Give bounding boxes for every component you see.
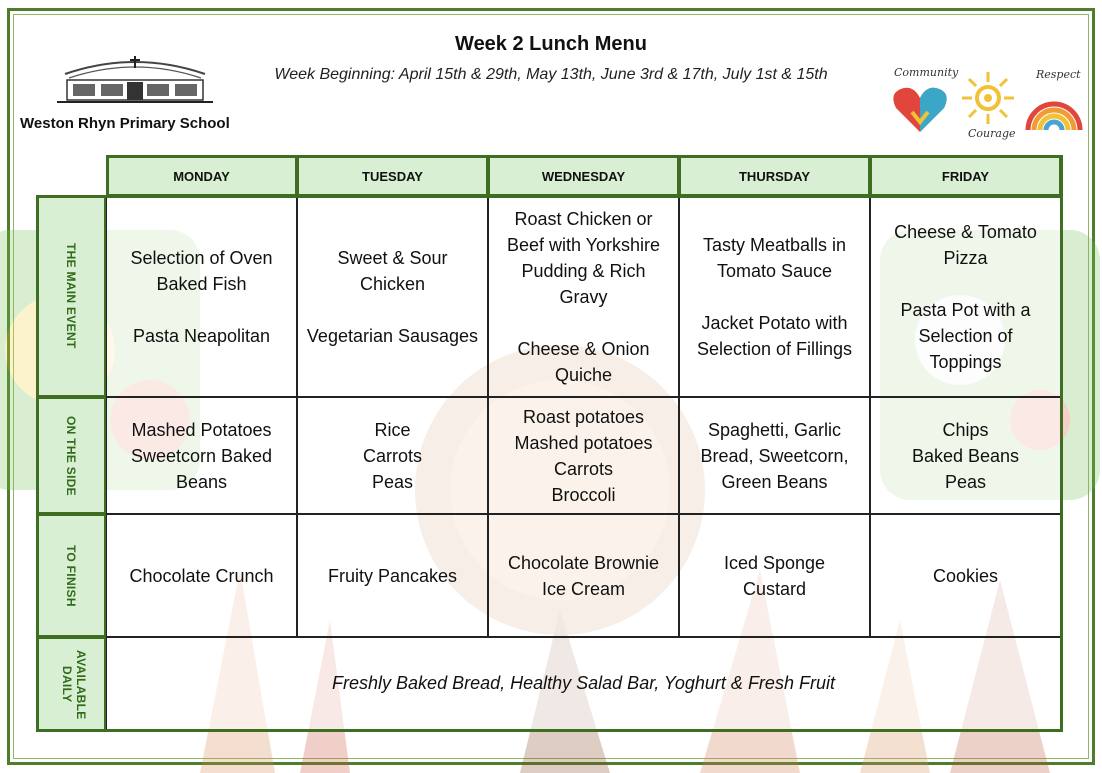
row-label-available-daily: AVAILABLE DAILY bbox=[36, 637, 106, 732]
finish-tuesday: Fruity Pancakes bbox=[297, 514, 488, 637]
main-friday: Cheese & Tomato Pizza Pasta Pot with a Selection of Toppings bbox=[870, 197, 1061, 397]
header-friday: FRIDAY bbox=[870, 155, 1061, 197]
side-friday: Chips Baked Beans Peas bbox=[870, 397, 1061, 514]
menu-title: Week 2 Lunch Menu bbox=[455, 33, 647, 55]
week-beginning-dates: Week Beginning: April 15th & 29th, May 13th, June 3rd & 17th, July 1st & 15th bbox=[274, 66, 828, 83]
header-wednesday: WEDNESDAY bbox=[488, 155, 679, 197]
community-label: Community bbox=[894, 66, 959, 79]
available-daily-text: Freshly Baked Bread, Healthy Salad Bar, Yoghurt & Fresh Fruit bbox=[106, 637, 1061, 730]
main-tuesday: Sweet & Sour Chicken Vegetarian Sausages bbox=[297, 197, 488, 397]
side-wednesday: Roast potatoes Mashed potatoes Carrots Broccoli bbox=[488, 397, 679, 514]
rainbow-icon bbox=[1024, 84, 1084, 132]
finish-monday: Chocolate Crunch bbox=[106, 514, 297, 637]
side-tuesday: Rice Carrots Peas bbox=[297, 397, 488, 514]
finish-thursday: Iced Sponge Custard bbox=[679, 514, 870, 637]
sun-icon bbox=[960, 70, 1016, 126]
header-tuesday: TUESDAY bbox=[297, 155, 488, 197]
row-label-on-the-side: ON THE SIDE bbox=[36, 397, 106, 514]
main-monday: Selection of Oven Baked Fish Pasta Neapolitan bbox=[106, 197, 297, 397]
heart-hands-icon bbox=[892, 82, 948, 134]
school-name: Weston Rhyn Primary School bbox=[20, 115, 230, 132]
row-label-to-finish: TO FINISH bbox=[36, 514, 106, 637]
header-thursday: THURSDAY bbox=[679, 155, 870, 197]
finish-wednesday: Chocolate Brownie Ice Cream bbox=[488, 514, 679, 637]
main-wednesday: Roast Chicken or Beef with Yorkshire Pudding & Rich Gravy Cheese & Onion Quiche bbox=[488, 197, 679, 397]
respect-label: Respect bbox=[1036, 68, 1081, 81]
side-thursday: Spaghetti, Garlic Bread, Sweetcorn, Green Beans bbox=[679, 397, 870, 514]
main-thursday: Tasty Meatballs in Tomato Sauce Jacket Potato with Selection of Fillings bbox=[679, 197, 870, 397]
header-monday: MONDAY bbox=[106, 155, 297, 197]
school-values bbox=[888, 66, 1088, 146]
courage-label: Courage bbox=[968, 127, 1016, 140]
side-monday: Mashed Potatoes Sweetcorn Baked Beans bbox=[106, 397, 297, 514]
finish-friday: Cookies bbox=[870, 514, 1061, 637]
row-label-main-event: THE MAIN EVENT bbox=[36, 195, 106, 397]
